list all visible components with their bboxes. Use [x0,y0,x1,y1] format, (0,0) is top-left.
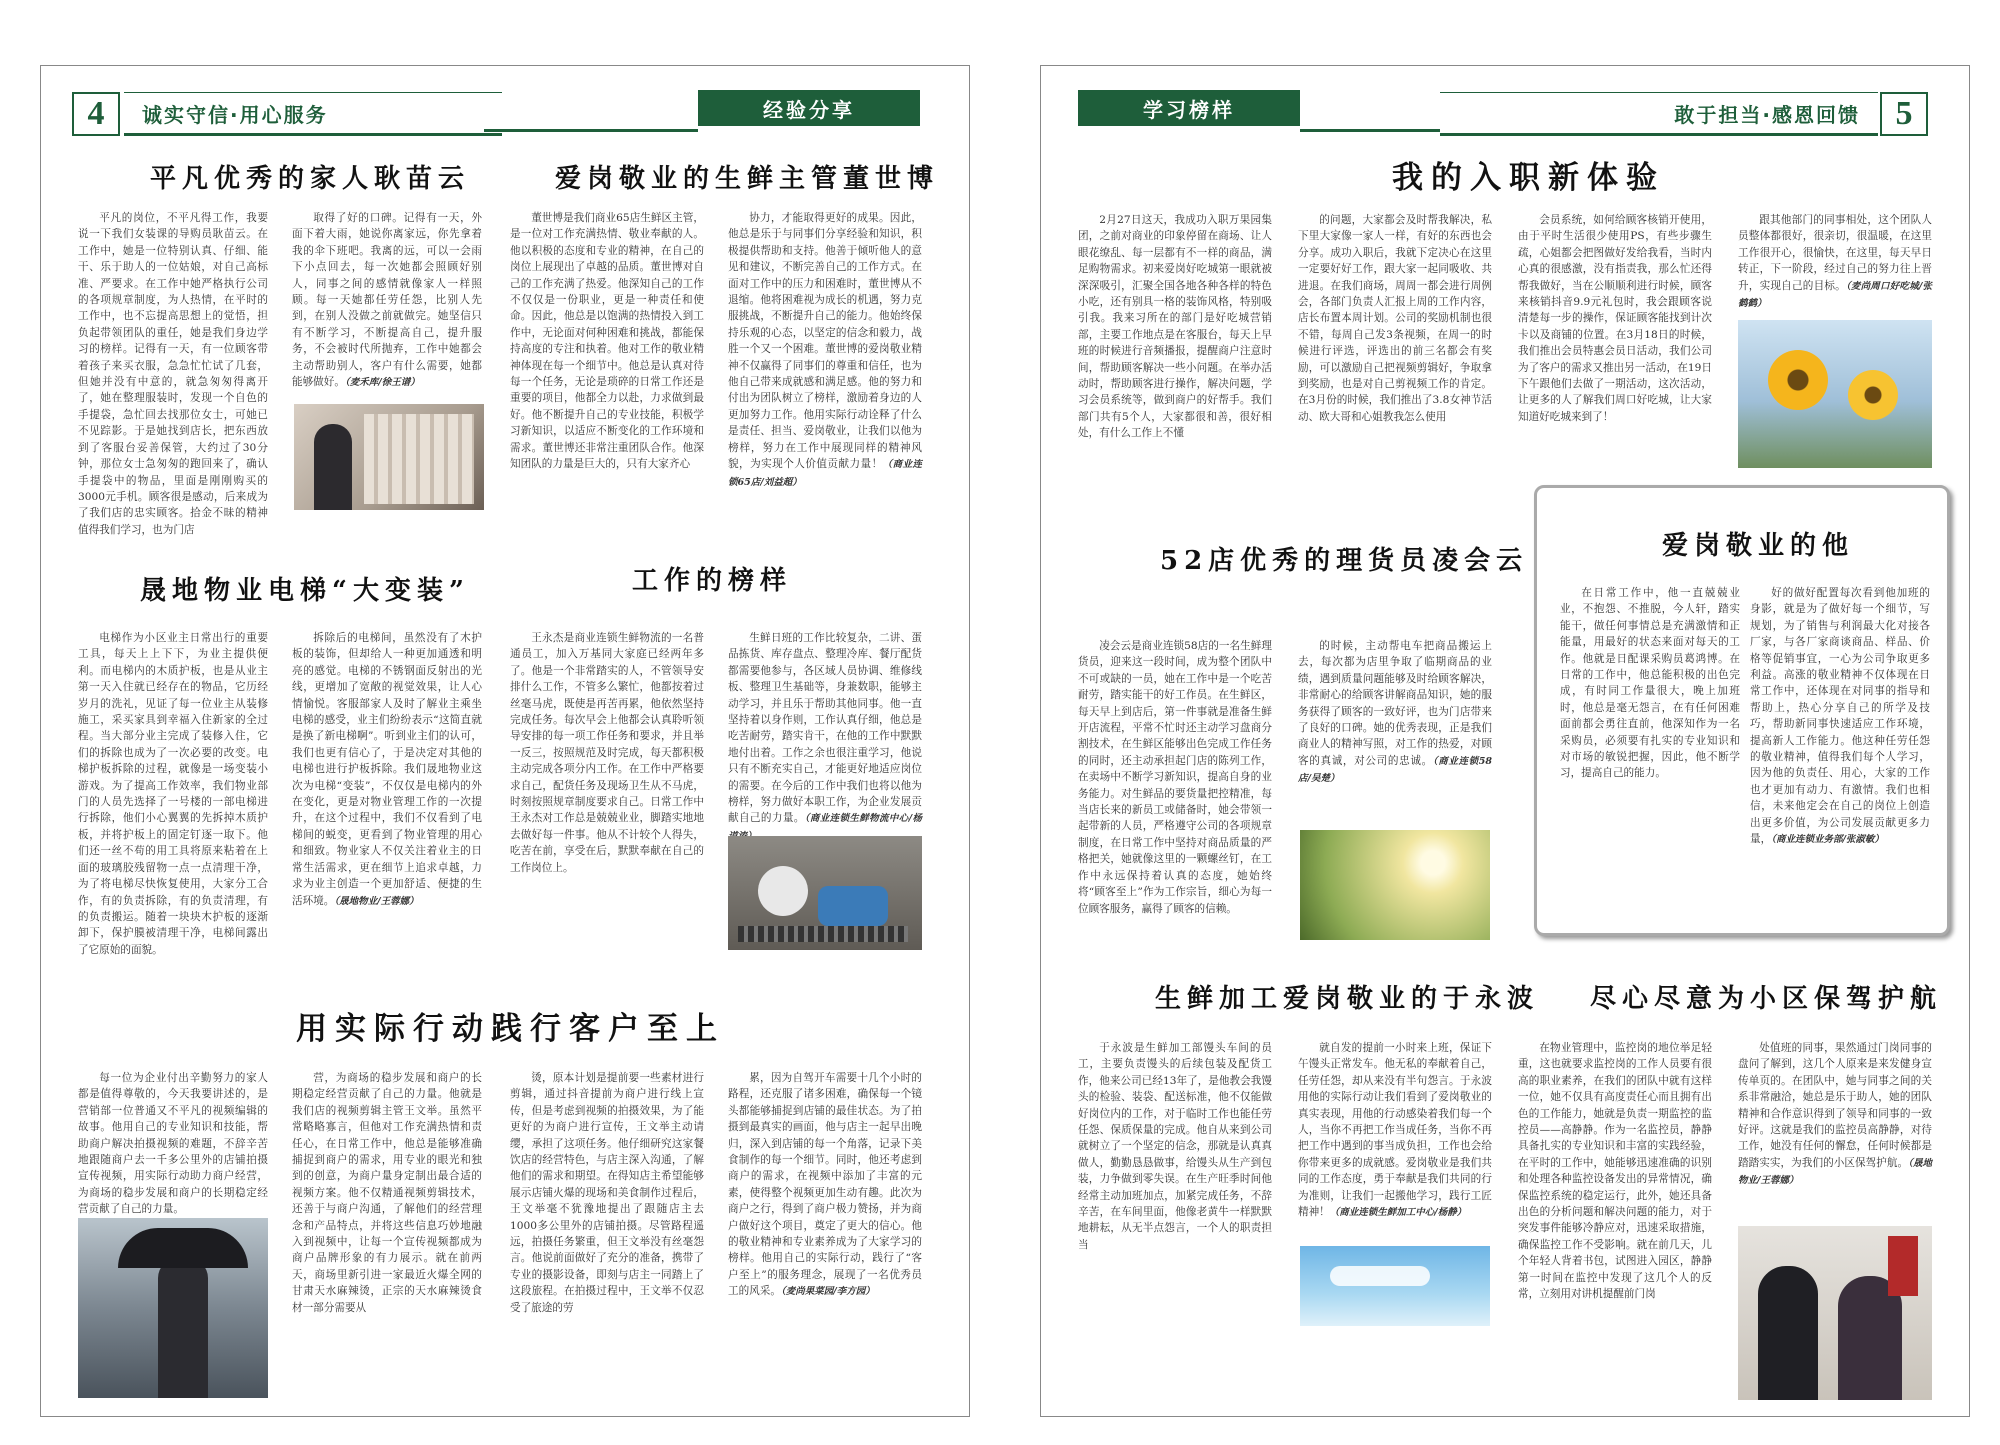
byline: （商业连锁58店/吴楚） [1298,755,1492,785]
photo-office-women [1738,1226,1932,1400]
article-column: 在物业管理中，监控岗的地位举足轻重，这也就要求监控岗的工作人员要有很高的职业素养，在我们的团队中就有这样一位，她不仅具有高度责任心而且拥有出色的工作能力，她就是负责一期监控的监控员——高静静。作为一名监控员，静静具备扎实的专业知识和丰富的实践经验，在平时的工作中，她能够迅速准确的识别和处理各种监控设备发出的异常情况，确保监控系统的稳定运行，此外，她还具备出色的分析问题和解决问题的能力，对于突发事件能够冷静应对，迅速采取措施，确保监控工作不受影响。就在前几天，儿个年轻人背着书包，试图进入园区，静静第一时间在监控中发现了这几个人的反常，立刻用对讲机提醒前门岗 [1518,1042,1712,1301]
byline: （晟地物业/王蓉娜） [334,895,419,907]
photo-phone-filming [78,1218,268,1398]
section-label-left: 经验分享 [698,90,920,126]
article-column: 累，因为自驾开车需要十几个小时的路程，还克服了诸多困难，确保每一个镜头都能够捕捉到店铺的最佳状态。为了拍摄到最真实的画面，他与店主一起早出晚归，深入到店铺的每一个角落，记录下美食制作的每一个细节。同时，他还考虑到商户的需求，在视频中添加了丰富的元素，使得整个视频更加生动有趣。此次为商户之行，得到了商户极力赞扬，并为商户做好这个项目，奠定了更大的信心。他的敬业精神和专业素养成为了大家学习的榜样。他用自己的实际行动，践行了“客户至上”的服务理念，展现了一名优秀员工的风采。（麦尚果菜园/李方园） [728,1072,922,1298]
header-rule-left [484,129,698,132]
article-column: 平凡的岗位，不平凡得工作，我要说一下我们女装课的导购员耿苗云。在工作中，她是一位特别认真、仔细、能干、乐于助人的一位姑娘，对自己高标准、严要求。在工作中她严格执行公司的各项规章制度，为人热情，在平时的工作中，也不忘提高思想上的觉悟，担负起带领团队的重任，她是我们身边学习的榜样。记得有一天，有一位顾客带着孩子来买衣服，急急忙忙试了几套，但她并没有中意的，就急匆匆得离开了，她在整理服装时，发现一个自色的手提袋，急忙回去找那位女士，可她已不见踪影。于是她找到店长，把东西放到了客服台妥善保管，大约过了30分钟，那位女士急匆匆的跑回来了，确认手提袋中的物品，里面是刚刚购买的3000元手机。顾客很是感动，后来成为了我们店的忠实顾客。拾金不昧的精神值得我们学习，也为门店 [78,212,268,536]
article-column: 2月27日这天，我成功入职万果园集团，之前对商业的印象停留在商场、让人眼花缭乱、每一层都有不一样的商品，满足购物需求。初来爱岗好吃城第一眼就被深深吸引，汇聚全国各地各种各样的特色小吃，还有别具一格的装饰风格，特别吸引我。我来习所在的部门是好吃城营销部，主要工作地点是在客服台，每天上早班的时候进行音频播报，提醒商户注意时间，帮助顾客解决一些小问题。在举办活动时，帮助顾客进行操作，解决问题，学习会员系统等，做到商户的好帮手。我们部门共有5个人，大家都很和善，很好相处，有什么工作上不懂 [1078,214,1272,440]
section-label-right: 学习榜样 [1078,90,1300,126]
article-column: 于永波是生鲜加工部馒头车间的员工，主要负责馒头的后续包装及配货工作，他来公司已经13年了，是他教会我馒头的检验、装袋、配送标准，他不仅能做好岗位内的工作，对于临时工作也能任劳任怨、保质保量的完成。他自从来到公司就树立了一个坚定的信念，那就是认真真做人，勤勤恳恳做事，给馒头从生产到包装，力争做到零失误。在生产旺季时间他经常主动加班加点，加紧完成任务，不辞辛苦，在车间里面，他像老黄牛一样默默地耕耘，从无半点怨言，一个人的职责担当 [1078,1042,1272,1251]
byline: （商业连锁生鲜加工中心/杨静） [1329,1207,1467,1219]
article-column: 的时候，主动帮电车把商品搬运上去，每次都为店里争取了临期商品的业绩，遇到质量问题能够及时给顾客解决，非常耐心的给顾客讲解商品知识，她的服务获得了顾客的一致好评，也为门店带来了良好的口碑。她的优秀表现，正是我们商业人的精神写照，对工作的热爱，对顾客的真诚，对公司的忠诚。（商业连锁58店/吴楚） [1298,640,1492,785]
photo-sunlit-field [1300,830,1490,940]
article-column: 跟其他部门的同事相处，这个团队人员整体都很好，很亲切，很温暖，在这里工作很开心，很愉快，在这里，每天早日转正，下一阶段，经过自己的努力往上晋升，实现自己的目标。（麦尚周口好吃城/张鹤鹤） [1738,214,1932,310]
article-column: 生鲜日班的工作比较复杂，二讲、蛋品拣货、库存盘点、整理冷库、餐厅配货都需要他参与，各区域人员协调、维修线板、整理卫生基础等，身兼数职，能够主动学习，并且乐于帮助其他同事。他一直坚持着以身作则，工作认真仔细，他总是吃苦耐劳，踏实肯干，在他的工作中默默地付出着。工作之余也很注重学习，他说只有不断充实自己，才能更好地适应岗位的需要。在今后的工作中我们也将以他为榜样，努力做好本职工作，为企业发展贡献自己的力量。（商业连锁生鲜物流中心/杨 [728,630,922,830]
photo-blue-sky [1300,1246,1490,1326]
byline: （晟地物业/王蓉娜） [1738,1157,1932,1187]
article-column: 的问题，大家都会及时帮我解决，私下里大家像一家人一样，有好的东西也会分享。成功入职后，我就下定决心在这里一定要好好工作，跟大家一起同吸收、共进退。在我们商场，周周一都会进行周例会，各部门负责人汇报上周的工作内容，店长布置本周计划。公司的奖励机制也很不错，每周自己发3条视频，在周一的时候进行评选，评选出的前三名都会有奖励，可以激励自己把视频剪辑好，争取拿到奖励，也是对自己剪视频工作的肯定。在3月份的时候，我们推出了3.8女神节活动、欧大哥和心姐教我怎么使用 [1298,214,1492,423]
article-column: 就自发的提前一小时来上班，保证下午馒头正常发车。他无私的奉献着自己，任劳任怨，却从来没有半句怨言。于永波用他的实际行动让我们看到了爱岗敬业的真实表现，用他的行动感染着我们每一个人，当你不再把工作当成任务，当你不再把工作中遇到的事当成负担，工作也会给你带来更多的成就感。爱岗敬业是我们共同的工作态度，勇于奉献是我们共同的行为准则，让我们一起搬他学习，践行工匠精神！（商业连锁生鲜加工中心/杨静） [1298,1042,1492,1219]
article-column: 营，为商场的稳步发展和商户的长期稳定经营贡献了自己的力量。他就是我们店的视频剪辑主管王文举。虽然平常略略寡言，但他对工作充满热情和责任心，在日常工作中，他总是能够准确捕捉到商户的需求，用专业的眼光和独到的创意，为商户量身定制出最合适的视频方案。他不仅精通视频剪辑技术，还善于与商户沟通，了解他们的经营理念和产品特点，并将这些信息巧妙地融入到视频中，让每一个宣传视频都成为商户品牌形象的有力展示。就在前两天，商场里新引进一家最近火爆全网的甘肃天水麻辣烫，正宗的天水麻辣烫食材一部分需要从 [292,1072,482,1314]
article-title: 我的入职新体验 [1392,160,1665,196]
photo-yellow-flowers [1738,320,1932,468]
byline: （商业连锁业务部/张淑敏） [1771,834,1884,846]
slogan-left: 诚实守信·用心服务 [124,92,502,136]
article-column: 处值班的同事，果然通过门岗同事的盘问了解到，这几个人原来是来发健身宣传单页的。在团队中，她与同事之间的关系非常融洽，她总是乐于助人，她的团队精神和合作意识得到了领导和同事的一致好评。这就是我们的监控员高静静，对待工作，她没有任何的懈怠，任何时候都是踏踏实实，为我们的小区保驾护航。（晟地物业/王蓉娜） [1738,1042,1932,1187]
article-column: 协力，才能取得更好的成果。因此，他总是乐于与同事们分享经验和知识，积极提供帮助和支持。他善于倾听他人的意见和建议，不断完善自己的工作方式。在面对工作中的压力和困难时，董世博从不退缩。他将困难视为成长的机遇，努力克服挑战，不断提升自己的能力。他始终保持乐观的心态，以坚定的信念和毅力，战胜一个又一个困难。董世博的爱岗敬业精神不仅赢得了同事们的尊重和信任，也为他自己带来成就感和满足感。他的努力和付出为团队树立了榜样，激励着身边的人更加努力工作。他用实际行动诠释了什么是责任、担当、爱岗敬业，让我们以他为榜样，努力在工作中展现同样的精神风貌，为实现个人价值贡献力量！（商业连锁65店/刘益超） [728,212,922,488]
article-column: 电梯作为小区业主日常出行的重要工具，每天上上下下，为业主提供便利。而电梯内的木质护板，也是从业主第一天入住就已经存在的物品，它历经岁月的洗礼，见证了每一位业主从装修施工，采买家具到幸福入住新家的全过程。当大部分业主完成了装修入住，它们的拆除也成为了一次必要的改变。电梯护板拆除的过程，就像是一场变装小游戏。为了提高工作效率，我们物业部门的人员先选择了一号楼的一部电梯进行拆除，他们小心翼翼的先拆掉木质护板，并将护板上的固定钉逐一取下。他们还一丝不苟的用工具将原来粘着在上面的玻璃胶残留物一点一点清理干净，为了将电梯尽快恢复使用，大家分工合作，有的负责拆除，有的负责清理，有的负责搬运。随着一块块木护板的逐渐卸下，保护膜被清理干净，电梯间露出了它原始的面貌。 [78,632,268,956]
article-column: 会员系统，如何给顾客核销开使用，由于平时生活很少使用PS，有些步骤生疏，心姐都会把图做好发给我看，当时内心真的很感激，没有指责我，那么忙还得帮我做好，当在公顺顺利进行时候，顾客来核销抖音9.9元礼包时，我会跟顾客说清楚每一步的操作，保证顾客能找到计次卡以及商铺的位置。在3月18日的时候，我们推出会员特惠会员日活动，我们公司为了客户的需求又推出另一活动，在19日下午跟他们去做了一期活动，这次活动，让更多的人了解我们周口好吃城，让大家知道好吃城来到了！ [1518,214,1712,423]
article-column: 王永杰是商业连锁生鲜物流的一名普通员工，加入万基同大家庭已经两年多了。他是一个非常踏实的人，不管领导安排什么工作，不管多么繁忙，他都按着过丝毫马虎，既使是再苦再累，他依然坚持完成任务。每次早会上他都会认真聆听领导安排的每一项工作任务和要求，并且举一反三，按照规范及时完成，每天都积极主动完成各项分内工作。在工作中严格要求自己，配货任务及现场卫生从不马虎，时刻按照规章制度要求自己。日常工作中王永杰对工作总是兢兢业业，脚踏实地地去做好每一件事。他从不计较个人得失，吃苦在前，享受在后，默默奉献在自己的工作岗位上。 [510,632,704,874]
article-title: 爱岗敬业的生鲜主管董世博 [555,164,940,194]
article-title: 爱岗敬业的他 [1662,531,1855,561]
article-column: 好的做好配置每次看到他加班的身影，就是为了做好每一个细节，写规划，为了销售与利润最大化对接各厂家，与各厂家商谈商品、样品、价格等促销事宜，一心为公司争取更多利益。高涨的敬业精神不仅体现在日常工作中，还体现在对同事的指导和帮助上，热心分享自己的所学及技巧，帮助新同事快速适应工作环境，提高新人工作能力。他这种任劳任怨的敬业精神，值得我们每个人学习，因为他的负责任、用心，大家的工作也才更加有动力、有激情。我们也相信，未来他定会在自己的岗位上创造出更多价值，为公司发展贡献更多力量，（商业连锁业务部/张淑敏） [1750,587,1930,846]
article-column: 在日常工作中，他一直兢兢业业，不抱怨、不推脱，今人轩，踏实能干，做任何事情总是充满激情和正能量，用最好的状态来面对每天的工作。他就是日配课采购员葛鸿博。在日常的工作中，他总能积极的出色完成，有时同工作量很大，晚上加班时，他总是毫无怨言，在有任何困难面前都会勇往直前，他深知作为一名采购员，必须要有扎实的专业知识和对市场的敏锐把握，因此，他不断学习，提高自己的能力。 [1560,587,1740,780]
article-column: 凌会云是商业连锁58店的一名生鲜理货员，迎来这一段时间，成为整个团队中不可或缺的一员，她在工作中是一个吃苦耐劳，踏实能干的好工作员。在生鲜区，每天早上到店后，第一件事就是准备生鲜开店流程，平常不忙时还主动学习盘商分割技术，在生鲜区能够出色完成工作任务的同时，还主动承担起门店的陈列工作，在卖场中不断学习新知识，提高自身的业务能力。对生鲜品的要货量把控精准，每当店长来的新员工或储备时，她会带领一起带新的人员，严格遵守公司的各项规章制度，在日常工作中坚持对商品质量的严格把关，她就像这里的一颗螺丝钉，在工作中永远保持着认真的态度，她始终将“顾客至上”作为工作宗旨，细心为每一位顾客服务，赢得了顾客的信赖。 [1078,640,1272,915]
article-column: 拆除后的电梯间，虽然没有了木护板的装饰，但却给人一种更加通透和明亮的感觉。电梯的不锈钢面反射出的光线，更增加了宽敞的视觉效果，让人心情愉悦。客服部家人及时了解业主乘坐电梯的感受，业主们纷纷表示“这简直就是换了新电梯啊”。听到业主们的认可，我们也更有信心了，于是决定对其他的电梯也进行护板拆除。我们晟地物业这次为电梯“变装”，不仅仅是电梯内的外在变化，更是对物业管理工作的一次提升，在这个过程中，我们不仅看到了电梯间的蜕变，更看到了物业管理的用心和细致。物业家人不仅关注着业主的日常生活需求，更在细节上追求卓越，力求为业主创造一个更加舒适、便捷的生活环境。（晟地物业/王蓉娜） [292,632,482,907]
header-rule-right [1300,129,1440,132]
byline: （商业连锁生鲜物流中心/杨 [804,813,922,825]
article-title: 平凡优秀的家人耿苗云 [150,164,471,194]
photo-worker-drain [728,836,922,950]
page-number-right: 5 [1880,92,1928,136]
byline: （麦尚周口好吃城/张鹤鹤） [1738,280,1932,310]
byline: （麦尚果菜园/李方园） [780,1286,875,1298]
article-title: 工作的榜样 [632,566,793,596]
article-column: 董世博是我们商业65店生鲜区主管，是一位对工作充满热情、敬业奉献的人。他以积极的态度和专业的精神，在自己的岗位上展现出了卓越的品质。董世博对自己的工作充满了热爱。他深知自己的工作不仅仅是一份职业，更是一种责任和使命。因此，他总是以饱满的热情投入到工作中，无论面对何种困难和挑战，都能保持高度的专注和执着。他对工作的敬业精神体现在每一个细节中。他总是认真对待每一个任务，无论是琐碎的日常工作还是重要的项目，他都全力以赴，力求做到最好。他不断提升自己的专业技能，积极学习新知识，以适应不断变化的工作环境和需求。董世博还非常注重团队合作。他深知团队的力量是巨大的，只有大家齐心 [510,212,704,471]
article-title: 52店优秀的理货员凌会云 [1160,546,1529,576]
article-column: 每一位为企业付出辛勤努力的家人都是值得尊敬的，今天我要讲述的，是营销部一位普通又不平凡的视频编辑的故事。他用自己的专业知识和技能，帮助商户解决拍摄视频的难题，不辞辛苦地跟随商户去一千多公里外的店铺拍摄宣传视频，用实际行动助力商户经营，为商场的稳步发展和商户的长期稳定经营贡献了自己的力量。 [78,1072,268,1216]
slogan-right: 敢于担当·感恩回馈 [1440,92,1878,136]
article-column: 取得了好的口碑。记得有一天，外面下着大雨，她说你离家远，你先拿着我的伞下班吧。我离的远，可以一会雨下小点回去，每一次她都会照顾好别人，同事之间的感情就像家人一样照顾。每一天她都任劳任怨，比别人先到，在别人没做之前就做完。她坚信只有不断学习，不断提高自己，提升服务，不会被时代所抛弃，工作中她都会主动帮助别人，客户有什么需要，她都能够做好。（麦禾库/徐王谱） [292,212,482,389]
page-number-left: 4 [72,92,120,136]
photo-clothing-store [294,404,484,510]
article-title: 尽心尽意为小区保驾护航 [1590,984,1943,1014]
byline: （商业连锁65店/刘益超） [728,459,922,488]
article-title: 用实际行动践行客户至上 [296,1011,725,1047]
article-title: 生鲜加工爱岗敬业的于永波 [1155,984,1540,1014]
article-column: 烫，原本计划是提前要一些素材进行剪辑，通过抖音提前为商户进行线上宣传，但是考虑到视频的拍摄效果，为了能更好的为商户进行宣传，王文举主动请缨，承担了这项任务。他仔细研究这家餐饮店的经营特色，与店主深入沟通，了解他们的需求和期望。在得知店主希望能够展示店铺火爆的现场和美食制作过程后，王文举毫不犹豫地提出了跟随店主去1000多公里外的店铺拍摄。尽管路程遥远，拍摄任务繁重，但王文举没有丝毫怨言。他说前面做好了充分的准备，携带了专业的摄影设备，即刻与店主一同踏上了这段旅程。在拍摄过程中，王文举不仅忍受了旅途的劳 [510,1072,704,1314]
article-title: 晟地物业电梯“大变装” [140,576,470,606]
byline: （麦禾库/徐王谱） [344,377,420,389]
